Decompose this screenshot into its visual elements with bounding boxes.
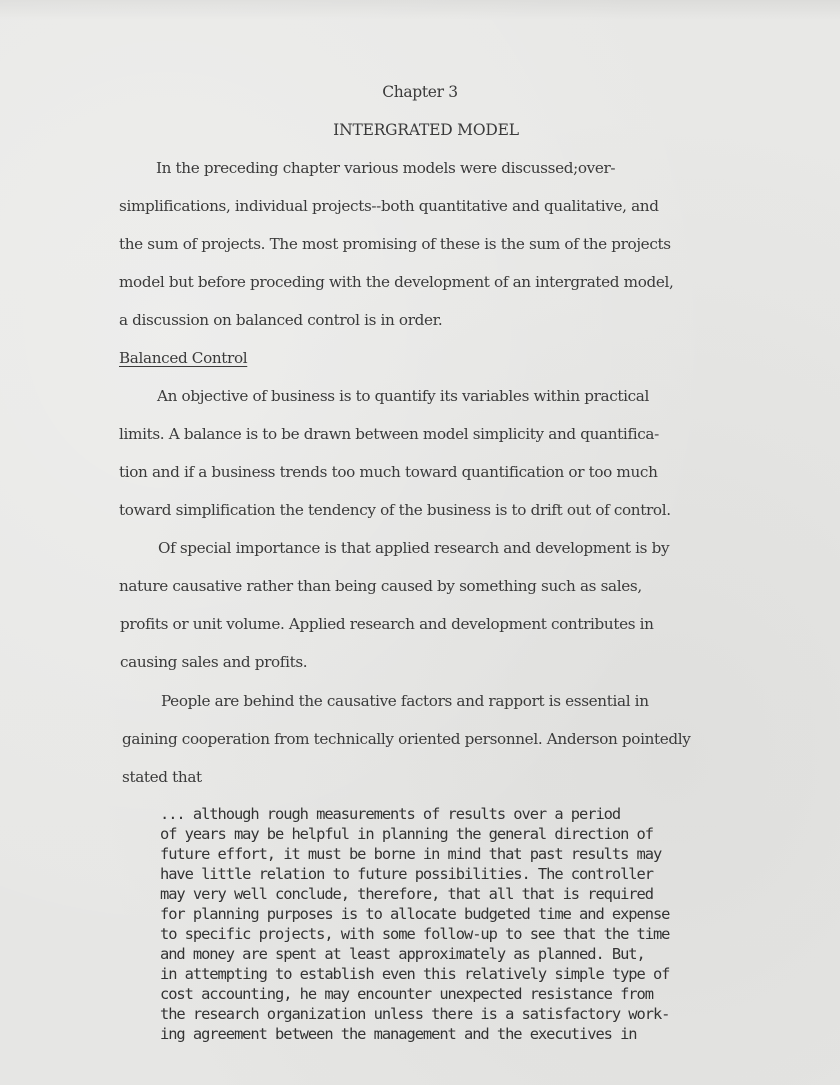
- paragraph-line: An objective of business is to quantify its variables within practical: [157, 387, 650, 405]
- quote-line: have little relation to future possibilities. The controller: [160, 865, 653, 883]
- quote-line: cost accounting, he may encounter unexpected resistance from: [160, 985, 653, 1003]
- paragraph-line: the sum of projects. The most promising of these is the sum of the projects: [119, 235, 671, 253]
- quote-line: may very well conclude, therefore, that all that is required: [160, 885, 653, 903]
- quote-line: the research organization unless there is a satisfactory work-: [160, 1005, 670, 1023]
- paragraph-line: stated that: [122, 768, 202, 786]
- quote-line: future effort, it must be borne in mind that past results may: [160, 845, 662, 863]
- paragraph-line: nature causative rather than being caused by something such as sales,: [119, 577, 642, 595]
- quote-line: in attempting to establish even this relatively simple type of: [160, 965, 670, 983]
- paragraph-line: tion and if a business trends too much toward quantification or too much: [119, 463, 658, 481]
- chapter-title: INTERGRATED MODEL: [333, 121, 519, 139]
- paragraph-line: toward simplification the tendency of the business is to drift out of control.: [119, 501, 671, 519]
- paragraph-line: People are behind the causative factors and rapport is essential in: [161, 692, 649, 710]
- paragraph-line: Of special importance is that applied research and development is by: [158, 539, 670, 557]
- paragraph-line: In the preceding chapter various models were discussed;over-: [156, 159, 616, 177]
- quote-line: ... although rough measurements of results over a period: [160, 805, 621, 823]
- quote-line: and money are spent at least approximately as planned. But,: [160, 945, 645, 963]
- paragraph-line: a discussion on balanced control is in order.: [119, 311, 443, 329]
- paragraph-line: model but before proceding with the development of an intergrated model,: [119, 273, 674, 291]
- quote-line: of years may be helpful in planning the general direction of: [160, 825, 653, 843]
- section-heading: Balanced Control: [119, 349, 248, 367]
- paragraph-line: profits or unit volume. Applied research and development contributes in: [120, 615, 654, 633]
- quote-line: ing agreement between the management and the executives in: [160, 1025, 637, 1043]
- paragraph-line: limits. A balance is to be drawn between model simplicity and quantifica-: [119, 425, 659, 443]
- chapter-label: Chapter 3: [382, 83, 458, 101]
- quote-line: to specific projects, with some follow-up to see that the time: [160, 925, 670, 943]
- paragraph-line: gaining cooperation from technically oriented personnel. Anderson pointedly: [122, 730, 691, 748]
- quote-line: for planning purposes is to allocate budgeted time and expense: [160, 905, 670, 923]
- paragraph-line: causing sales and profits.: [120, 653, 308, 671]
- paragraph-line: simplifications, individual projects--both quantitative and qualitative, and: [119, 197, 659, 215]
